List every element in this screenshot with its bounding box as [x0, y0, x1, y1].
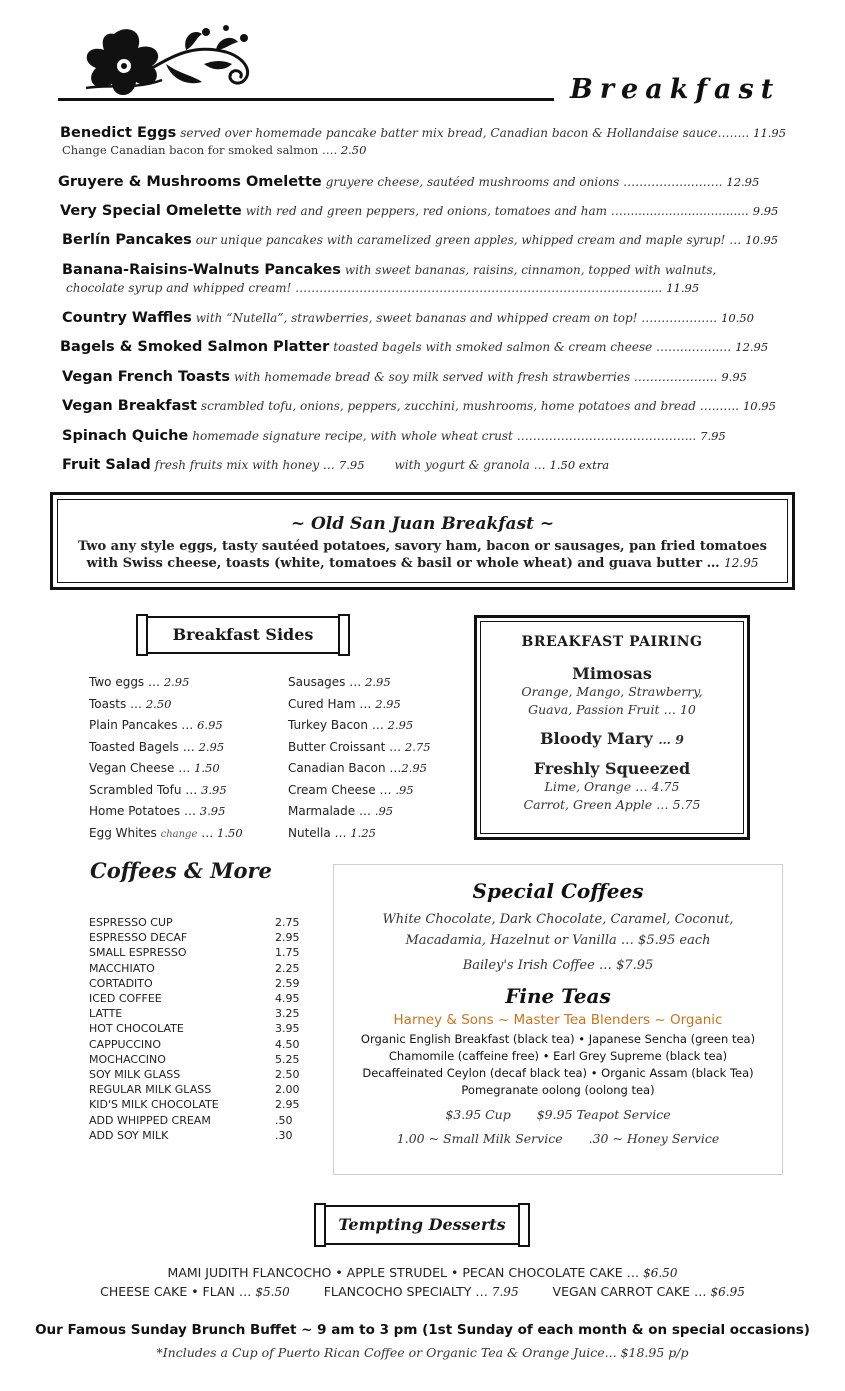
item-price: 12.95: [726, 175, 760, 189]
side-item: Cured Ham … 2.95: [288, 696, 401, 711]
coffee-row: ESPRESSO CUP 2.75: [89, 916, 300, 929]
coffee-row: SOY MILK GLASS 2.50: [89, 1068, 300, 1082]
coffee-row: ADD WHIPPED CREAM .50: [89, 1113, 293, 1127]
item-extra-price: 1.50 extra: [549, 458, 610, 472]
bloody-mary: Bloody Mary … 9: [540, 729, 684, 748]
menu-item: [62, 397, 792, 415]
item-name: Spinach Quiche: [62, 428, 189, 444]
item-name: Fruit Salad: [62, 457, 151, 473]
item-price: 11.95: [753, 126, 787, 140]
item-name: Vegan Breakfast: [62, 398, 197, 414]
coffee-row: MOCHACCINO 5.25: [89, 1052, 300, 1066]
side-item: Home Potatoes … 3.95: [89, 804, 226, 818]
item-price: 10.95: [742, 399, 776, 413]
item-price: 11.95: [666, 281, 700, 295]
item-name: Vegan French Toasts: [62, 369, 230, 385]
coffee-row: ESPRESSO DECAF 2.95: [89, 931, 300, 945]
coffees-title: Coffees & More: [90, 858, 272, 883]
item-price: 7.95: [700, 429, 726, 443]
side-item: Nutella … 1.25: [288, 825, 376, 840]
item-price: 7.95: [338, 458, 365, 472]
fine-teas-title: Fine Teas: [505, 984, 611, 1008]
sides-left-list: [89, 672, 243, 845]
item-desc: with red and green peppers, red onions, tomatoes and ham ….................................: [245, 204, 749, 218]
teas-list: [334, 1031, 782, 1099]
mimosas-desc-2: Guava, Passion Fruit … 10: [528, 702, 696, 717]
item-extra-desc: with yogurt & granola …: [394, 458, 546, 472]
item-name: Very Special Omelette: [60, 203, 242, 219]
sides-right-list: [288, 672, 431, 844]
side-item: Turkey Bacon … 2.95: [288, 718, 414, 732]
item-name: Benedict Eggs: [60, 125, 177, 141]
side-item: Two eggs … 2.95: [89, 675, 190, 689]
osj-desc: [58, 538, 787, 572]
side-item: Canadian Bacon …2.95: [288, 761, 427, 775]
item-name: Banana-Raisins-Walnuts Pancakes: [62, 262, 341, 278]
special-coffees-box: [333, 864, 783, 1175]
coffee-row: REGULAR MILK GLASS 2.00: [89, 1083, 300, 1097]
item-desc: with homemade bread & soy milk served with fresh strawberries ………………...: [233, 370, 718, 384]
tea-service-line: $3.95 Cup $9.95 Teapot Service: [445, 1107, 671, 1122]
coffee-row: ADD SOY MILK .30: [89, 1128, 293, 1142]
item-desc: our unique pancakes with caramelized green apples, whipped cream and maple syrup! …: [195, 233, 742, 247]
side-item: Plain Pancakes … 6.95: [89, 718, 223, 732]
coffee-row: ICED COFFEE 4.95: [89, 992, 300, 1006]
item-desc: fresh fruits mix with honey …: [154, 458, 335, 472]
item-price: 9.95: [721, 370, 747, 384]
item-name: Berlín Pancakes: [62, 232, 192, 248]
menu-item: [62, 427, 792, 445]
dessert-line-2: CHEESE CAKE • FLAN … $5.50 FLANCOCHO SPECIALTY … 7.95 VEGAN CARROT CAKE … $6.95: [100, 1284, 745, 1299]
osj-line1: Two any style eggs, tasty sautéed potatoes, savory ham, bacon or sausages, pan fried tomatoes: [78, 539, 767, 554]
side-item: Toasts … 2.50: [89, 696, 172, 711]
item-desc: toasted bagels with smoked salmon & cream cheese ……..……..…: [333, 340, 732, 354]
coffee-row: SMALL ESPRESSO 1.75: [89, 946, 300, 960]
side-item: Egg Whites change … 1.50: [89, 825, 243, 840]
menu-item: [60, 338, 790, 356]
milk-honey-line: 1.00 ~ Small Milk Service .30 ~ Honey Service: [396, 1131, 720, 1146]
menu-item: [62, 261, 792, 297]
side-item: Cream Cheese … .95: [288, 782, 414, 797]
item-note-price: 2.50: [340, 143, 367, 157]
item-desc: with “Nutella”, strawberries, sweet bananas and whipped cream on top! ……………….: [195, 311, 718, 325]
item-desc: gruyere cheese, sautéed mushrooms and onions ……………..……..: [325, 175, 723, 189]
item-desc: homemade signature recipe, with whole wheat crust ……………………………………...: [192, 429, 697, 443]
tea-line: Pomegranate oolong (oolong tea): [461, 1083, 655, 1097]
side-item: Sausages … 2.95: [288, 675, 391, 689]
fresh-desc-1: Lime, Orange … 4.75: [544, 779, 680, 794]
menu-item: [62, 309, 792, 327]
coffee-row: CORTADITO 2.59: [89, 976, 300, 990]
coffee-row: LATTE 3.25: [89, 1007, 300, 1021]
item-price: 10.50: [721, 311, 755, 325]
page-title: Breakfast: [570, 74, 781, 105]
mimosas-desc-1: Orange, Mango, Strawberry,: [521, 684, 703, 699]
mimosas-name: Mimosas: [572, 664, 652, 683]
pairing-box: [474, 615, 750, 840]
item-price: 9.95: [752, 204, 779, 218]
brunch-headline: Our Famous Sunday Brunch Buffet ~ 9 am to 3 pm (1st Sunday of each month & on special occasions): [35, 1322, 810, 1338]
special-line-1: White Chocolate, Dark Chocolate, Caramel, Coconut,: [382, 912, 734, 927]
side-item: Toasted Bagels … 2.95: [89, 739, 225, 754]
menu-item: [58, 173, 788, 191]
coffee-row: MACCHIATO 2.25: [89, 961, 300, 975]
osj-line2: with Swiss cheese, toasts (white, tomatoes & basil or whole wheat) and guava butter …: [86, 556, 720, 571]
item-note: [62, 142, 790, 159]
item-price: 10.95: [745, 233, 779, 247]
coffee-row: CAPPUCCINO 4.50: [89, 1037, 300, 1051]
pairing-title: BREAKFAST PAIRING: [521, 634, 703, 650]
tea-line: Organic English Breakfast (black tea) • Japanese Sencha (green tea): [360, 1032, 756, 1046]
osj-price: 12.95: [724, 556, 759, 570]
side-item: Marmalade … .95: [288, 804, 394, 818]
side-item: Vegan Cheese … 1.50: [89, 761, 220, 775]
menu-item: [60, 124, 790, 159]
coffee-row: KID'S MILK CHOCOLATE 2.95: [89, 1098, 300, 1112]
menu-item: [62, 231, 792, 249]
tea-line: Chamomile (caffeine free) • Earl Grey Supreme (black tea): [388, 1049, 728, 1063]
menu-item: [62, 368, 792, 386]
coffee-list: [89, 915, 309, 1143]
item-price: 12.95: [735, 340, 769, 354]
item-desc: served over homemade pancake batter mix bread, Canadian bacon & Hollandaise sauce……..: [180, 126, 750, 140]
fresh-desc-2: Carrot, Green Apple … 5.75: [523, 797, 701, 812]
item-name: Gruyere & Mushrooms Omelette: [58, 174, 322, 190]
side-item: Butter Croissant … 2.75: [288, 739, 431, 754]
desserts-title: Tempting Desserts: [318, 1205, 526, 1245]
item-note-text: Change Canadian bacon for smoked salmon ….: [62, 143, 338, 157]
item-name: Bagels & Smoked Salmon Platter: [60, 339, 330, 355]
item-desc: with sweet bananas, raisins, cinnamon, topped with walnuts,: [344, 263, 717, 277]
old-san-juan-box: [50, 492, 795, 590]
item-name: Country Waffles: [62, 310, 192, 326]
floral-logo-icon: [66, 24, 266, 102]
item-desc: scrambled tofu, onions, peppers, zucchini, mushrooms, home potatoes and bread …..…..: [200, 399, 739, 413]
osj-title: ~ Old San Juan Breakfast ~: [290, 514, 555, 534]
brunch-note: *Includes a Cup of Puerto Rican Coffee or Organic Tea & Orange Juice... $18.95 p/p: [156, 1345, 689, 1360]
tea-line: Decaffeinated Ceylon (decaf black tea) • Organic Assam (black Tea): [362, 1066, 754, 1080]
dessert-line-1: MAMI JUDITH FLANCOCHO • APPLE STRUDEL • PECAN CHOCOLATE CAKE … $6.50: [167, 1265, 678, 1280]
menu-item: [62, 456, 792, 474]
special-line-2: Macadamia, Hazelnut or Vanilla … $5.95 each: [405, 933, 711, 948]
special-coffees-title: Special Coffees: [472, 879, 644, 903]
side-item: Scrambled Tofu … 3.95: [89, 782, 227, 797]
header-rule: [58, 98, 554, 101]
coffee-row: HOT CHOCOLATE 3.95: [89, 1022, 300, 1036]
baileys-line: Bailey's Irish Coffee … $7.95: [462, 958, 654, 973]
fresh-name: Freshly Squeezed: [533, 759, 691, 778]
item-desc-cont: chocolate syrup and whipped cream! ……………………………………………………………………….……....: [66, 281, 663, 295]
sides-title: Breakfast Sides: [140, 616, 346, 654]
harney-line: Harney & Sons ~ Master Tea Blenders ~ Organic: [393, 1012, 723, 1028]
menu-item: [60, 202, 790, 220]
